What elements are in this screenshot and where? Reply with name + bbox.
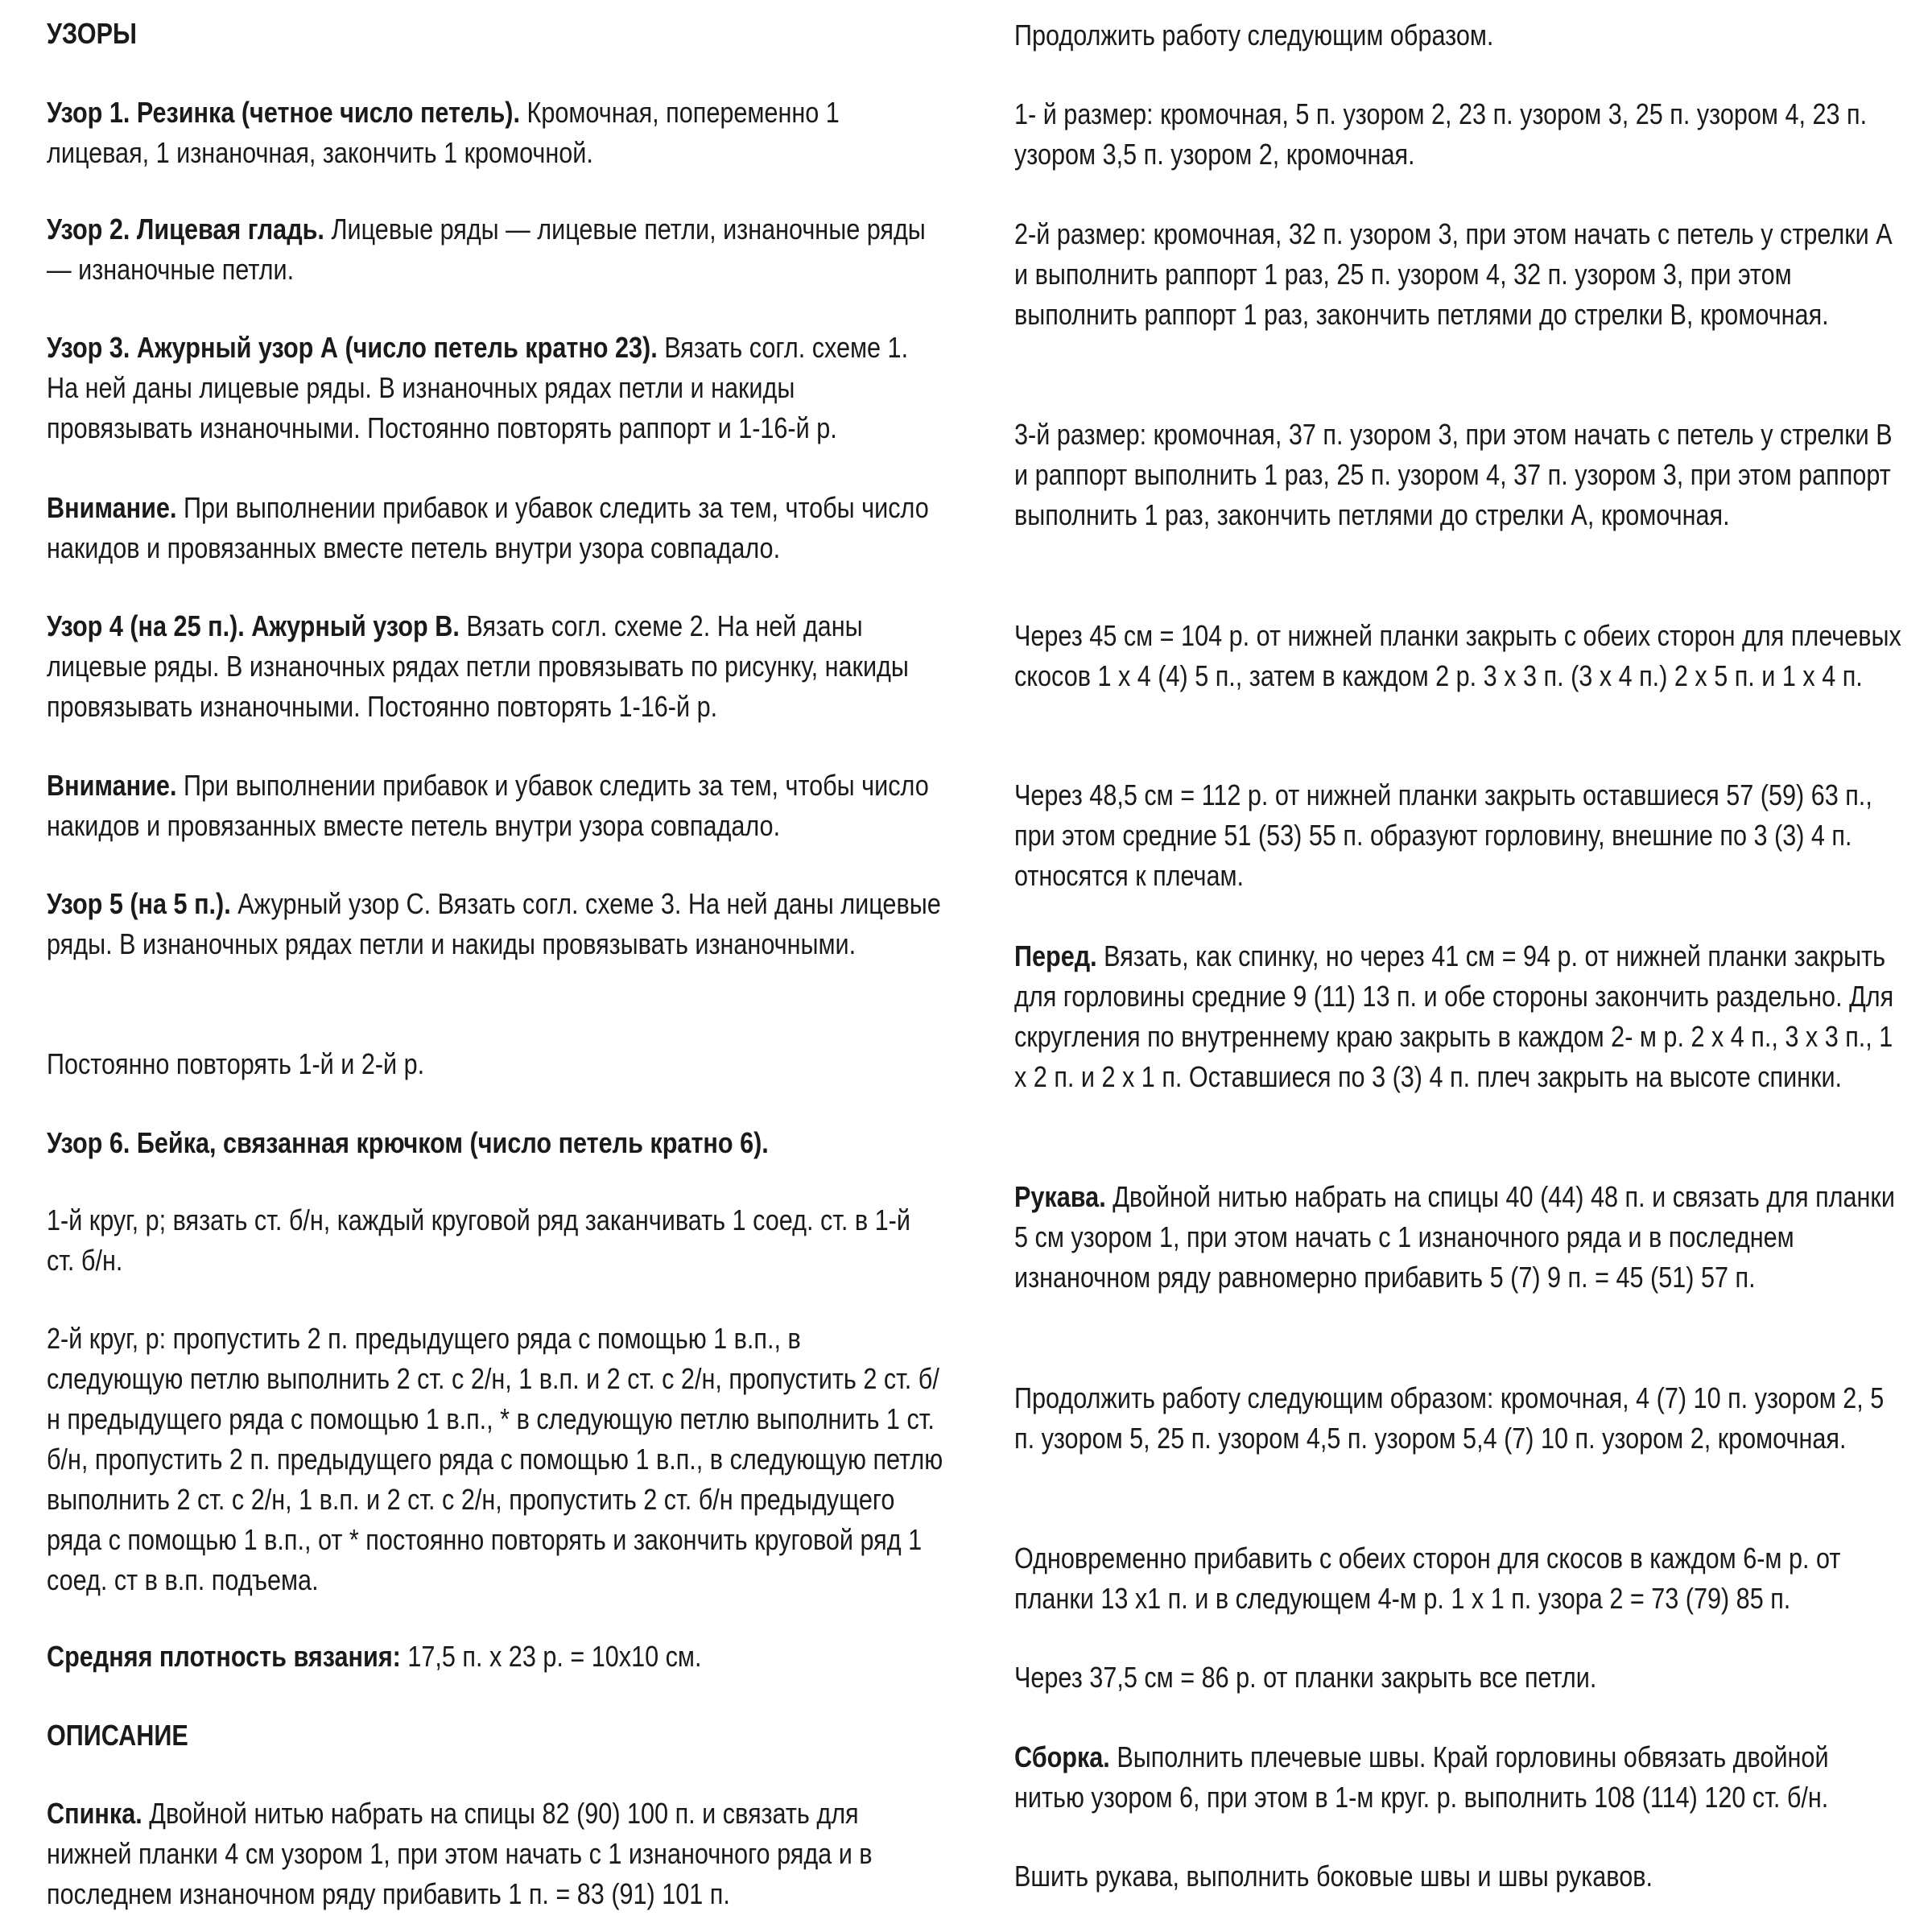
size-2-paragraph: 2-й размер: кромочная, 32 п. узором 3, при этом начать с петель у стрелки А и выполнить раппорт 1 раз, 25 п. узором 4, 32 п. узором 3, при этом выполнить раппорт 1 раз, закончить петлями до стрелки В, кромочная. [1014, 217, 1893, 331]
assembly-paragraph: Сборка. Выполнить плечевые швы. Край горловины обвязать двойной нитью узором 6, при этом в 1-м круг. р. выполнить 108 (114) 120 ст. б/н. [1014, 1740, 1829, 1814]
shoulder-paragraph: Через 45 см = 104 р. от нижней планки закрыть с обеих сторон для плечевых скосов 1 х 4 (4) 5 п., затем в каждом 2 р. 3 х 3 п. (3 х 4 п.) 2 х 5 п. и 1 х 4 п. [1014, 619, 1901, 692]
pattern-3-title: Узор 3. Ажурный узор А (число петель кратно 23). [47, 331, 658, 364]
final-paragraph: Вшить рукава, выполнить боковые швы и швы рукавов. [1014, 1860, 1653, 1893]
pattern-1-title: Узор 1. Резинка (четное число петель). [47, 96, 521, 129]
sleeves-title: Рукава. [1014, 1180, 1106, 1213]
pattern-2-title: Узор 2. Лицевая гладь. [47, 213, 324, 246]
neck-paragraph: Через 48,5 см = 112 р. от нижней планки закрыть оставшиеся 57 (59) 63 п., при этом средние 51 (53) 55 п. образуют горловину, внешние по 3 (3) 4 п. относятся к плечам. [1014, 778, 1872, 892]
back-paragraph: Спинка. Двойной нитью набрать на спицы 82 (90) 100 п. и связать для нижней планки 4 см узором 1, при этом начать с 1 изнаночного ряда и в последнем изнаночном ряду прибавить 1 п. = 83 (91) 101 п. [47, 1797, 873, 1910]
note-1-paragraph: Внимание. При выполнении прибавок и убавок следить за тем, чтобы число накидов и провязанных вместе петель внутри узора совпадало. [47, 491, 929, 564]
pattern-4-title: Узор 4 (на 25 п.). Ажурный узор В. [47, 609, 460, 642]
bind-off-paragraph: Через 37,5 см = 86 р. от планки закрыть все петли. [1014, 1661, 1597, 1694]
assembly-title: Сборка. [1014, 1740, 1110, 1773]
front-title: Перед. [1014, 939, 1097, 972]
front-paragraph: Перед. Вязать, как спинку, но через 41 см = 94 р. от нижней планки закрыть для горловины средние 9 (11) 13 п. и обе стороны закончить раздельно. Для скругления по внутреннему краю закрыть в каждом 2- м р. 2 х 4 п., 3 х 3 п., 1 х 2 п. и 2 х 1 п. Оставшиеся по 3 (3) 4 п. плеч закрыть на высоте спинки. [1014, 939, 1894, 1093]
sleeves-paragraph: Рукава. Двойной нитью набрать на спицы 40 (44) 48 п. и связать для планки 5 см узором 1, при этом начать с 1 изнаночного ряда и в последнем изнаночном ряду равномерно прибавить 5 (7) 9 п. = 45 (51) 57 п. [1014, 1180, 1895, 1294]
gauge-title: Средняя плотность вязания: [47, 1640, 401, 1673]
pattern-5-title: Узор 5 (на 5 п.). [47, 887, 231, 920]
round-1-paragraph: 1-й круг, р; вязать ст. б/н, каждый круговой ряд заканчивать 1 соед. ст. в 1-й ст. б/н. [47, 1203, 910, 1277]
note-2-paragraph: Внимание. При выполнении прибавок и убавок следить за тем, чтобы число накидов и провязанных вместе петель внутри узора совпадало. [47, 769, 929, 842]
pattern-1-paragraph: Узор 1. Резинка (четное число петель). Кромочная, попеременно 1 лицевая, 1 изнаночная, закончить 1 кромочной. [47, 96, 840, 169]
pattern-3-paragraph: Узор 3. Ажурный узор А (число петель кратно 23). Вязать согл. схеме 1. На ней даны лицевые ряды. В изнаночных рядах петли и накиды провязывать изнаночными. Постоянно повторять раппорт и 1-16-й р. [47, 331, 909, 444]
gauge-paragraph: Средняя плотность вязания: 17,5 п. х 23 р. = 10х10 см. [47, 1640, 702, 1673]
heading-patterns: УЗОРЫ [47, 17, 137, 50]
increase-paragraph: Одновременно прибавить с обеих сторон для скосов в каждом 6-м р. от планки 13 х1 п. и в следующем 4-м р. 1 х 1 п. узора 2 = 73 (79) 85 п. [1014, 1542, 1841, 1615]
size-3-paragraph: 3-й размер: кромочная, 37 п. узором 3, при этом начать с петель у стрелки В и раппорт выполнить 1 раз, 25 п. узором 4, 37 п. узором 3, при этом раппорт выполнить 1 раз, закончить петлями до стрелки А, кромочная. [1014, 418, 1893, 531]
continue-paragraph: Продолжить работу следующим образом. [1014, 19, 1494, 52]
round-2-paragraph: 2-й круг, р: пропустить 2 п. предыдущего ряда с помощью 1 в.п., в следующую петлю выполнить 2 ст. с 2/н, 1 в.п. и 2 ст. с 2/н, пропустить 2 ст. б/н предыдущего ряда с помощью 1 в.п., * в следующую петлю выполнить 1 ст. б/н, пропустить 2 п. предыдущего ряда с помощью 1 в.п., в следующую петлю выполнить 2 ст. с 2/н, 1 в.п. и 2 ст. с 2/н, пропустить 2 ст. б/н предыдущего ряда с помощью 1 в.п., от * постоянно повторять и закончить круговой ряд 1 соед. ст в в.п. подъема. [47, 1322, 943, 1596]
pattern-6-title: Узор 6. Бейка, связанная крючком (число петель кратно 6). [47, 1126, 769, 1159]
note-2-title: Внимание. [47, 769, 177, 802]
pattern-5-paragraph: Узор 5 (на 5 п.). Ажурный узор С. Вязать согл. схеме 3. На ней даны лицевые ряды. В изнаночных рядах петли и накиды провязывать изнаночными. [47, 887, 941, 960]
back-title: Спинка. [47, 1797, 142, 1830]
size-1-paragraph: 1- й размер: кромочная, 5 п. узором 2, 23 п. узором 3, 25 п. узором 4, 23 п. узором 3,5 п. узором 2, кромочная. [1014, 97, 1868, 171]
pattern-4-paragraph: Узор 4 (на 25 п.). Ажурный узор В. Вязать согл. схеме 2. На ней даны лицевые ряды. В изнаночных рядах петли провязывать по рисунку, накиды провязывать изнаночными. Постоянно повторять 1-16-й р. [47, 609, 909, 723]
heading-description: ОПИСАНИЕ [47, 1719, 188, 1752]
note-1-title: Внимание. [47, 491, 177, 524]
pattern-2-paragraph: Узор 2. Лицевая гладь. Лицевые ряды — лицевые петли, изнаночные ряды — изнаночные петли. [47, 213, 926, 286]
sleeve-continue-paragraph: Продолжить работу следующим образом: кромочная, 4 (7) 10 п. узором 2, 5 п. узором 5, 25 п. узором 4,5 п. узором 5,4 (7) 10 п. узором 2, кромочная. [1014, 1381, 1885, 1455]
repeat-note: Постоянно повторять 1-й и 2-й р. [47, 1047, 425, 1080]
